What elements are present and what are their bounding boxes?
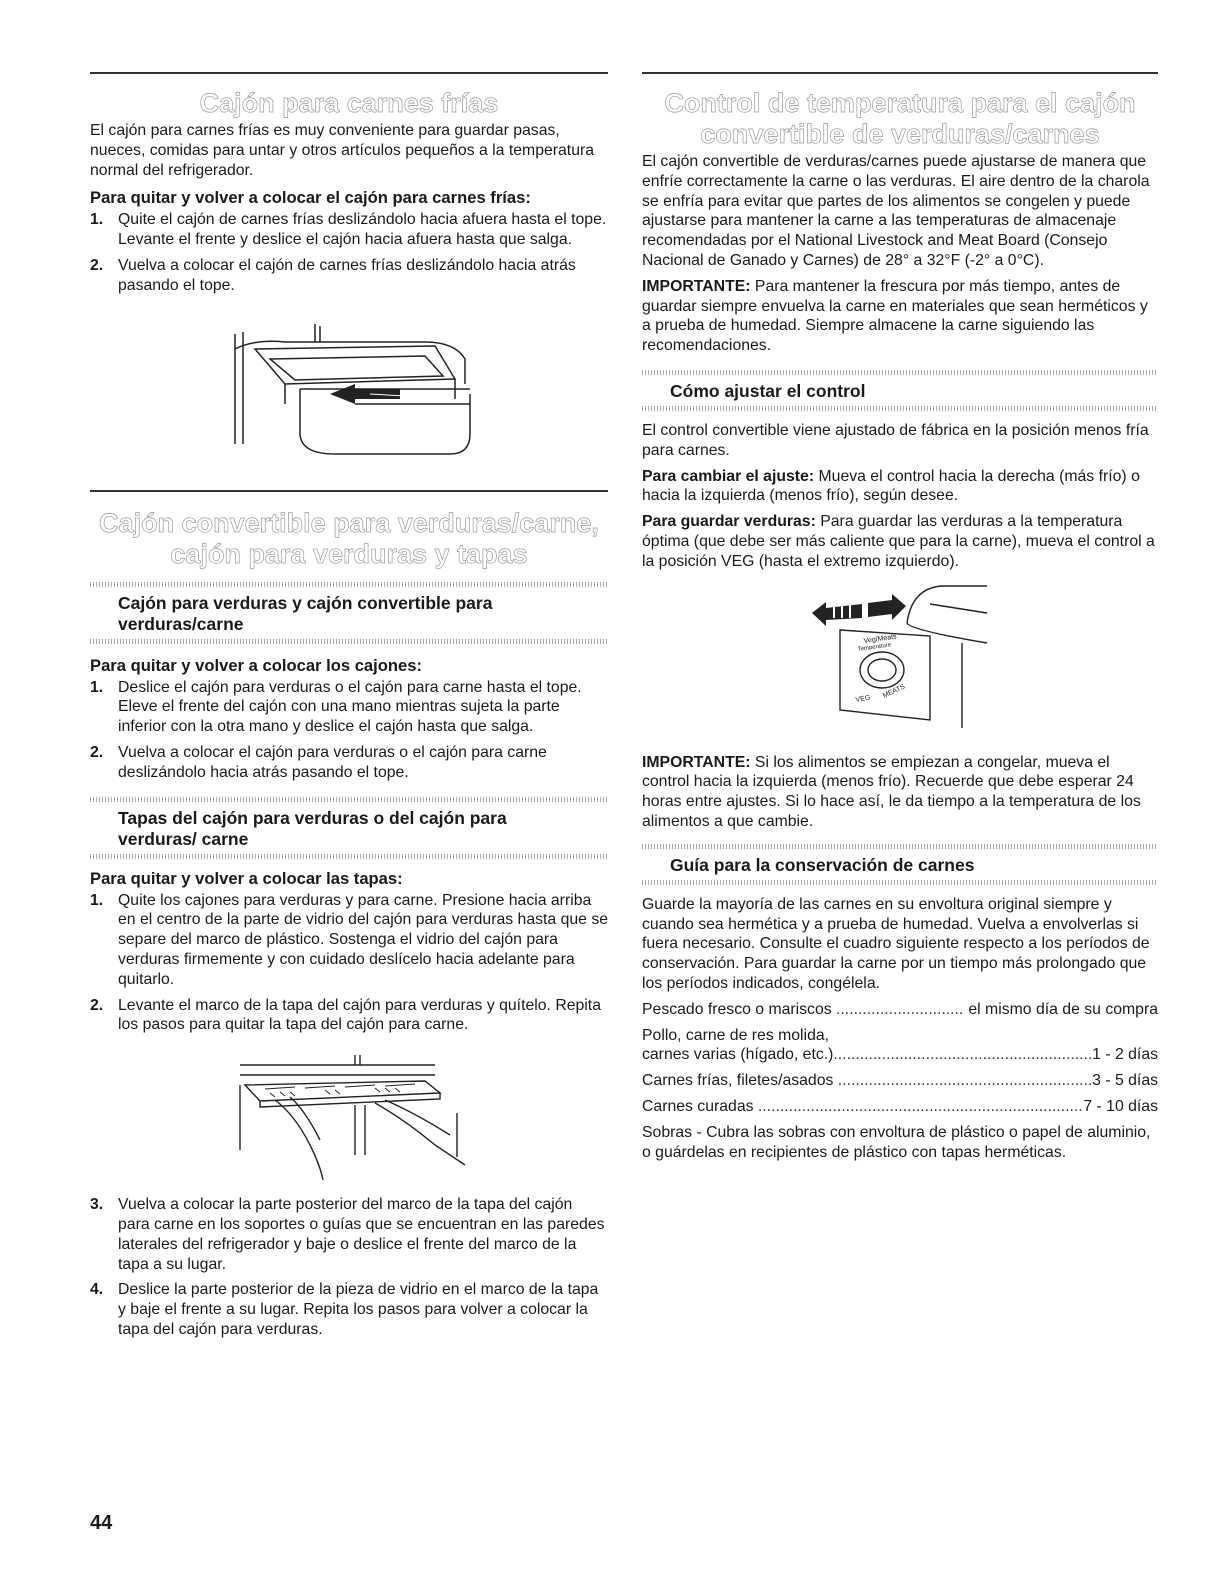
step-item: 1. Deslice el cajón para verduras o el cajón para carne hasta el tope. Eleve el frente del cajón con una mano mientras sujeta la parte inferior con la otra mano y deslice el cajón hasta que salga. [90, 678, 582, 736]
page-number: 44 [90, 1512, 113, 1534]
step-item: 2. Vuelva a colocar el cajón de carnes frías deslizándolo hacia atrás pasando el tope. [90, 256, 576, 294]
step-item: 1. Quite los cajones para verduras y para carne. Presione hacia arriba en el centro de la parte de vidrio del cajón para verduras hasta que se separe del marco de plástico. Sostenga el vidrio del cajón para verduras firmemente y con cuidado deslícelo hacia adelante para quitarlo. [90, 891, 609, 988]
meat-guide-intro: Guarde la mayoría de las carnes en su envoltura original siempre y cuando sea hermética y a prueba de humedad. Vuelva a envolverlas si fuera necesario. Consulte el cuadro siguiente respecto a los períodos de conservación. Para guardar la carne por un tiempo más prolongado que los períodos indicados, congélela. [642, 895, 1150, 992]
deli-intro: El cajón para carnes frías es muy conveniente para guardar pasas, nueces, comidas para untar y otros artículos pequeños a la temperatura normal del refrigerador. [90, 122, 595, 179]
section-title-convertible-drawer: Cajón convertible para verduras/carne, cajón para verduras y tapas [99, 507, 599, 569]
storage-row-fish: Pescado fresco o mariscos ..... el mismo día de su compra [642, 1000, 1158, 1020]
cover-steps-heading: Para quitar y volver a colocar las tapas: [90, 868, 403, 888]
vegetables-setting-text: Para guardar verduras: Para guardar las verduras a la temperatura óptima (que debe ser más caliente que para la carne), mueva el control a la posición VEG (hasta el extremo izquierdo). [642, 513, 1155, 570]
step-item: 4. Deslice la parte posterior de la pieza de vidrio en el marco de la tapa y baje el frente a su lugar. Repita los pasos para volver a colocar la tapa del cajón para verduras. [90, 1281, 599, 1338]
step-item: 2. Levante el marco de la tapa del cajón para verduras y quítelo. Repita los pasos para quitar la tapa del cajón para carne. [90, 996, 601, 1034]
meat-storage-table [642, 1000, 1158, 1117]
hatch-divider [642, 880, 1158, 885]
storage-row-poultry-line1: Pollo, carne de res molida, [642, 1026, 830, 1044]
crisper-steps-heading: Para quitar y volver a colocar los cajones: [90, 655, 423, 675]
storage-row-poultry: carnes varias (hígado, etc.) ..... 1 - 2 días [642, 1045, 1158, 1065]
subsection-title-covers: Tapas del cajón para verduras o del cajón para verduras/ carne [118, 807, 507, 849]
important-note-2: IMPORTANTE: Si los alimentos se empiezan a congelar, mueva el control hacia la izquierda (menos frío). Recuerde que debe esperar 24 horas entre ajustes. Si lo hace así, le da tiempo a la temperatura de los alimentos a que cambie. [642, 753, 1141, 830]
deli-steps-heading: Para quitar y volver a colocar el cajón para carnes frías: [90, 188, 531, 208]
hatch-divider [642, 406, 1158, 411]
hatch-divider [90, 639, 608, 644]
hatch-divider [90, 854, 608, 859]
section-title-temperature-control: Control de temperatura para el cajón convertible de verduras/carnes [664, 88, 1136, 149]
subsection-title-adjust: Cómo ajustar el control [670, 380, 866, 401]
section-rule [642, 72, 1158, 74]
important-note-1: IMPORTANTE: Para mantener la frescura por más tiempo, antes de guardar siempre envuelva la carne en materiales que sean herméticos y a prueba de humedad. Siempre almacene la carne siguiendo las recomendaciones. [642, 277, 1148, 355]
leftovers-text: Sobras - Cubra las sobras con envoltura de plástico o papel de aluminio, o guárdelas en recipientes de plástico con tapas herméticas. [642, 1123, 1151, 1161]
dial-label-veg: VEG [855, 694, 871, 704]
subsection-title-meat-storage: Guía para la conservación de carnes [670, 854, 975, 875]
step-item: 2. Vuelva a colocar el cajón para verduras o el cajón para carne deslizándolo hacia atrás pasando el tope. [90, 743, 547, 781]
step-item: 1. Quite el cajón de carnes frías deslizándolo hacia afuera hasta el tope. Levante el frente y deslice el cajón hacia afuera hasta que salga. [90, 211, 607, 249]
section-rule [90, 490, 608, 492]
crisper-steps [90, 678, 608, 783]
cover-steps [90, 891, 608, 1036]
section-rule [90, 72, 608, 74]
section-title-deli-drawer: Cajón para carnes frías [199, 88, 499, 118]
cover-illustration [235, 1045, 608, 1185]
cover-steps-continued [90, 1195, 608, 1340]
deli-steps [90, 210, 608, 295]
storage-row-cold-cuts: Carnes frías, filetes/asados ..... 3 - 5 días [642, 1071, 1158, 1091]
change-setting-text: Para cambiar el ajuste: Mueva el control hacia la derecha (más frío) o hacia la izquierda (menos frío), según desee. [642, 467, 1140, 505]
right-column [642, 0, 1158, 1162]
storage-row-cured: Carnes curadas ..... 7 - 10 días [642, 1097, 1158, 1117]
control-default-text: El control convertible viene ajustado de fábrica en la posición menos fría para carnes. [642, 421, 1149, 459]
left-column [90, 0, 608, 1346]
subsection-title-crispers: Cajón para verduras y cajón convertible para verduras/carne [118, 592, 493, 634]
dial-label-veg-meats: Veg/Meats [863, 632, 898, 645]
dial-label-temperature: Temperature [857, 641, 892, 653]
deli-drawer-illustration [225, 304, 608, 474]
dial-label-meats: MEATS [881, 683, 907, 700]
control-dial-illustration [812, 578, 1158, 733]
step-item: 3. Vuelva a colocar la parte posterior del marco de la tapa del cajón para carne en los soportes o guías que se encuentran en las paredes laterales del refrigerador y baje o deslice el frente del marco de la tapa a su lugar. [90, 1196, 605, 1273]
control-intro: El cajón convertible de verduras/carnes puede ajustarse de manera que enfríe correctamente la carne o las verduras. El aire dentro de la charola se enfría para evitar que partes de los alimentos se congelen y puede ajustarse para mantener la carne a las temperaturas de almacenaje recomendadas por el National Livestock and Meat Board (Consejo Nacional de Ganado y Carnes) de 28° a 32°F (-2° a 0°C). [642, 153, 1150, 269]
